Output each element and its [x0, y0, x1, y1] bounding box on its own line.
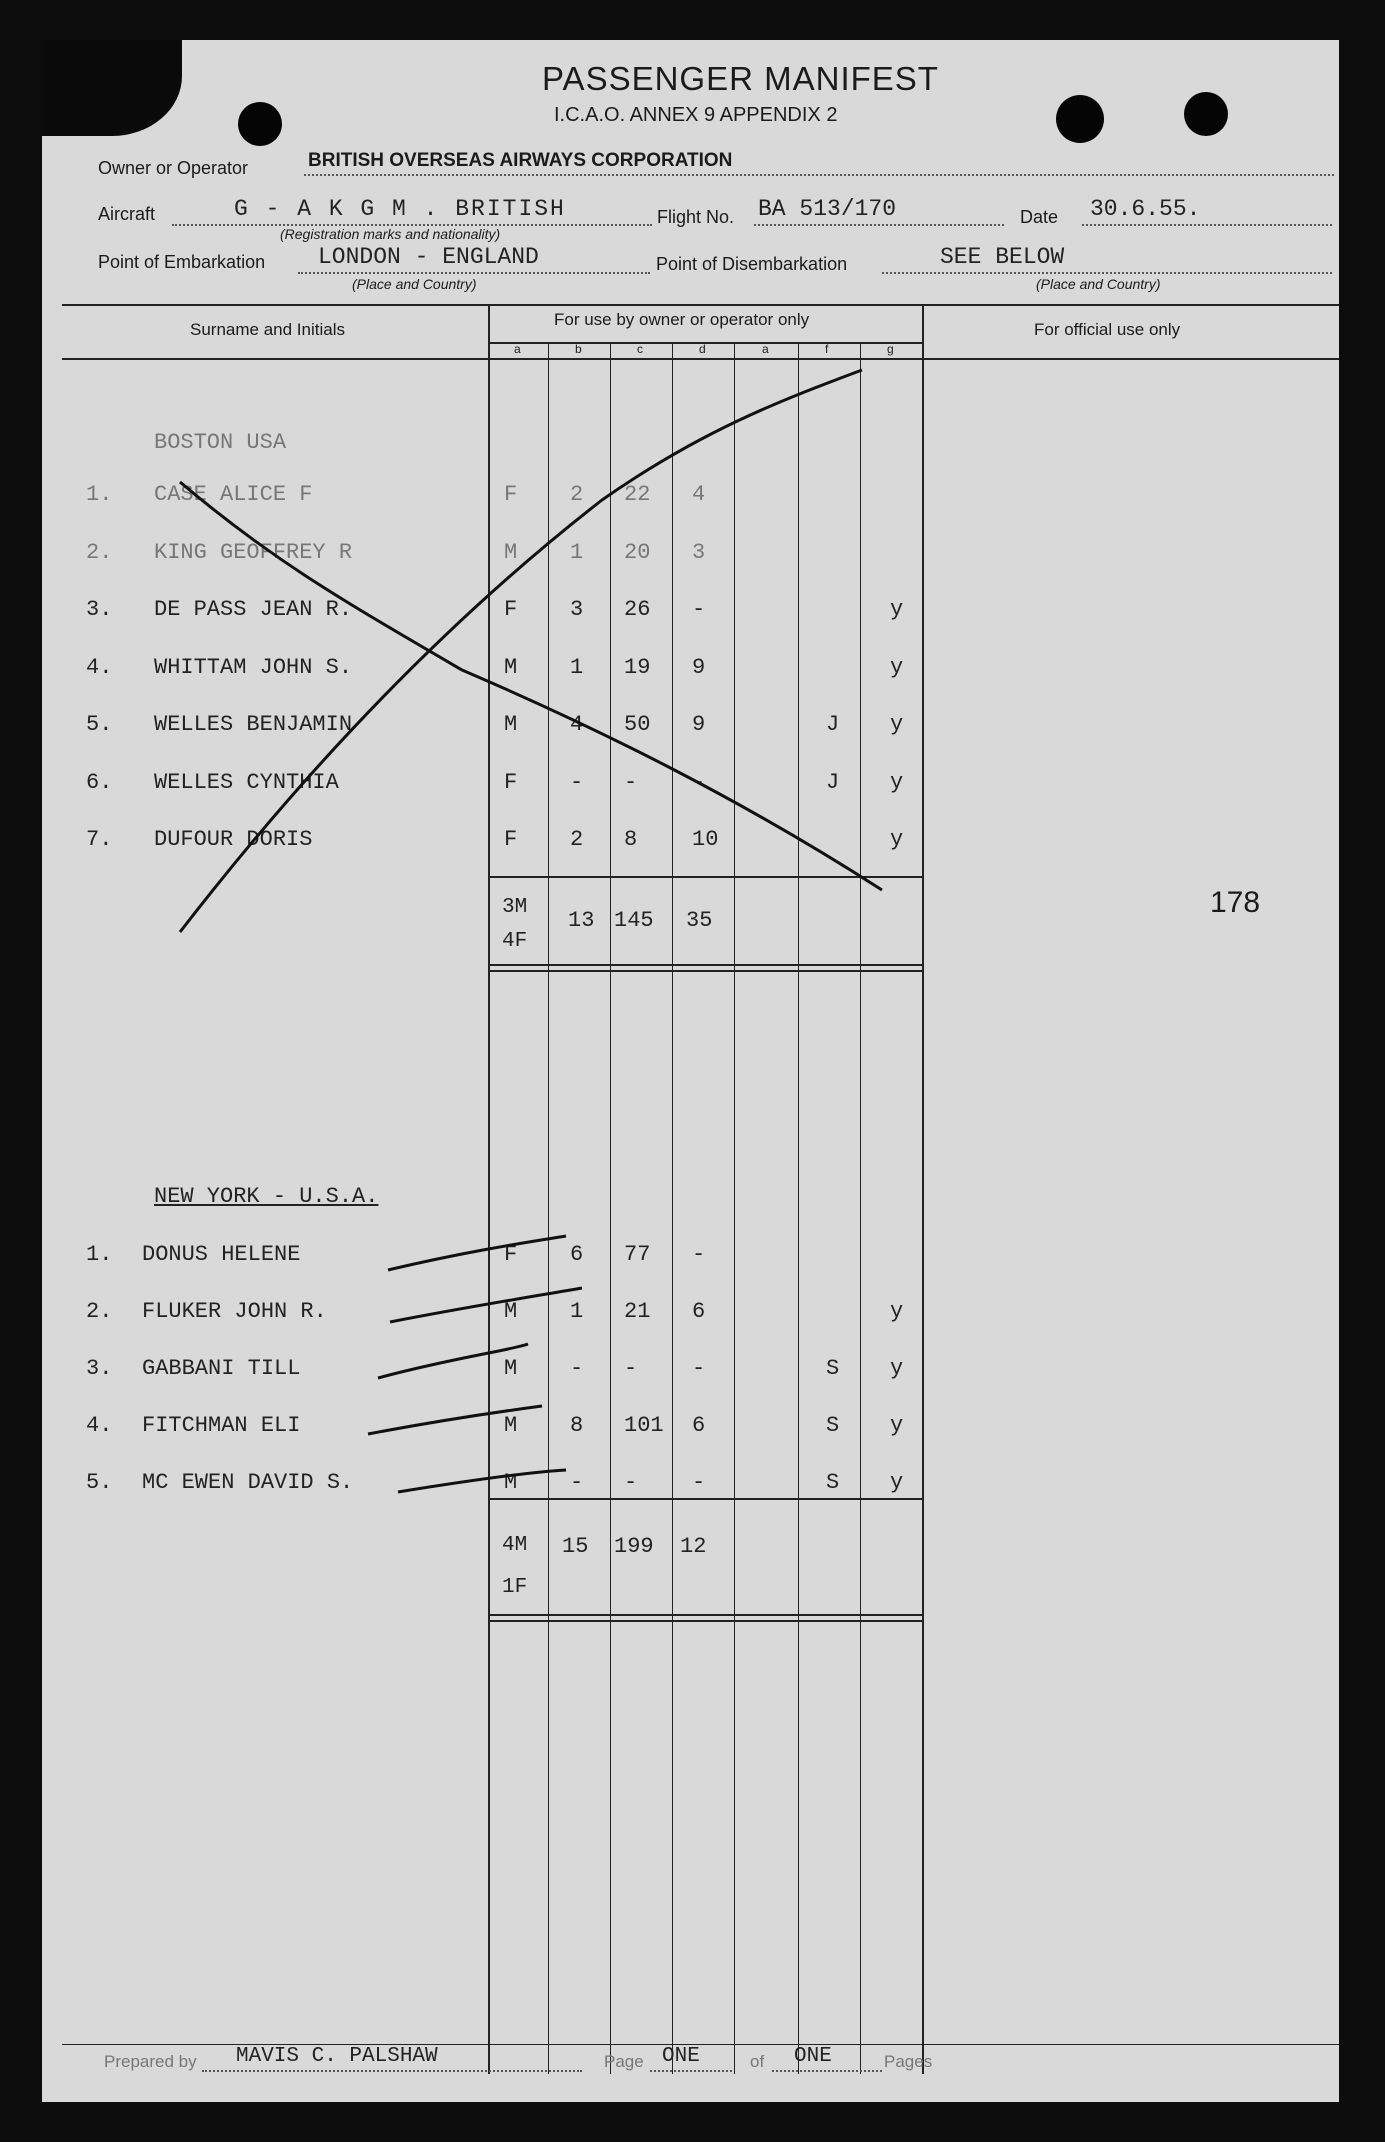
- group2-total-c: 199: [614, 1534, 654, 1559]
- row-number: 1.: [86, 1242, 113, 1267]
- row-cell-d: -: [692, 1356, 706, 1381]
- aircraft-note: (Registration marks and nationality): [280, 226, 501, 242]
- embark-note: (Place and Country): [352, 276, 477, 292]
- row-cell-b: 3: [570, 597, 584, 622]
- passenger-name: FITCHMAN ELI: [142, 1413, 301, 1438]
- row-cell-d: 4: [692, 482, 706, 507]
- subcol-letter: a: [514, 342, 521, 356]
- row-cell-a: F: [504, 482, 518, 507]
- row-cell-c: -: [624, 1470, 638, 1495]
- row-cell-c: 101: [624, 1413, 664, 1438]
- row-cell-b: 1: [570, 1299, 584, 1324]
- row-cell-d: 6: [692, 1299, 706, 1324]
- passenger-name: CASE ALICE F: [154, 482, 313, 507]
- disembark-value: SEE BELOW: [940, 244, 1065, 270]
- official-note: 178: [1210, 886, 1261, 919]
- group-heading-new-york: NEW YORK - U.S.A.: [154, 1184, 379, 1209]
- owner-label: Owner or Operator: [98, 158, 249, 178]
- disembark-note: (Place and Country): [1036, 276, 1161, 292]
- subcol-letter: b: [575, 342, 582, 356]
- group1-total-d: 35: [686, 908, 713, 933]
- row-number: 2.: [86, 1299, 113, 1324]
- of-value: ONE: [794, 2045, 832, 2068]
- row-cell-b: -: [570, 1470, 584, 1495]
- cancel-cross-stroke-2: [180, 370, 862, 932]
- tick-stroke-2: [390, 1288, 582, 1322]
- group1-total-a2: 4F: [502, 930, 528, 953]
- col-header-name: Surname and Initials: [190, 320, 345, 339]
- tick-stroke-5: [398, 1470, 566, 1492]
- row-cell-f: S: [826, 1356, 840, 1381]
- passenger-name: FLUKER JOHN R.: [142, 1299, 327, 1324]
- row-cell-b: -: [570, 1356, 584, 1381]
- col-header-official: For official use only: [1034, 320, 1181, 339]
- embark-value: LONDON - ENGLAND: [318, 244, 539, 270]
- subcol-letter: d: [699, 342, 706, 356]
- row-cell-b: 1: [570, 654, 584, 680]
- row-cell-g: y: [890, 1356, 904, 1381]
- row-cell-a: M: [504, 1470, 518, 1495]
- row-cell-d: -: [692, 1242, 706, 1267]
- passenger-name: GABBANI TILL: [142, 1356, 301, 1381]
- row-cell-a: F: [504, 597, 518, 622]
- row-cell-g: y: [890, 597, 904, 622]
- manifest-page: [42, 40, 1339, 2102]
- group2-total-d: 12: [680, 1534, 707, 1559]
- row-cell-g: y: [890, 1470, 904, 1495]
- row-cell-a: M: [504, 1413, 518, 1438]
- row-cell-f: S: [826, 1413, 840, 1438]
- row-cell-g: y: [890, 769, 904, 795]
- row-cell-a: M: [504, 1299, 518, 1324]
- row-cell-d: 6: [692, 1413, 706, 1438]
- row-number: 6.: [86, 769, 113, 795]
- row-cell-b: -: [570, 769, 584, 795]
- pen-strokes: [42, 40, 1339, 2102]
- passenger-name: WELLES BENJAMIN: [154, 712, 353, 737]
- passenger-name: DE PASS JEAN R.: [154, 597, 353, 622]
- pages-label: Pages: [884, 2052, 933, 2071]
- passenger-name: WHITTAM JOHN S.: [154, 654, 353, 680]
- passenger-name: DUFOUR DORIS: [154, 827, 313, 852]
- row-cell-d: -: [692, 597, 706, 622]
- group1-total-b: 13: [568, 908, 595, 933]
- row-cell-g: y: [890, 1299, 904, 1324]
- page-value: ONE: [662, 2045, 700, 2068]
- row-cell-f: J: [826, 769, 840, 795]
- group2-total-a2: 1F: [502, 1576, 528, 1599]
- row-cell-c: -: [624, 1356, 638, 1381]
- row-number: 4.: [86, 1413, 113, 1438]
- row-cell-b: 8: [570, 1413, 584, 1438]
- date-label: Date: [1020, 207, 1059, 227]
- tick-stroke-3: [378, 1344, 528, 1378]
- row-cell-c: 50: [624, 712, 651, 737]
- aircraft-label: Aircraft: [98, 204, 156, 224]
- disembark-label: Point of Disembarkation: [656, 254, 848, 274]
- subcol-letter: g: [887, 342, 894, 356]
- prepared-label: Prepared by: [104, 2052, 197, 2071]
- row-cell-a: F: [504, 769, 518, 795]
- row-cell-g: y: [890, 1413, 904, 1438]
- row-cell-b: 2: [570, 482, 584, 507]
- row-cell-c: 8: [624, 827, 638, 852]
- row-number: 3.: [86, 1356, 113, 1381]
- subcol-letter: c: [637, 342, 643, 356]
- manifest-subtitle: I.C.A.O. ANNEX 9 APPENDIX 2: [554, 104, 838, 126]
- row-cell-b: 2: [570, 827, 584, 852]
- tick-stroke-1: [388, 1236, 566, 1270]
- row-cell-d: 9: [692, 712, 706, 737]
- row-cell-c: 21: [624, 1299, 651, 1324]
- group-heading-boston: BOSTON USA: [154, 430, 287, 455]
- prepared-value: MAVIS C. PALSHAW: [236, 2045, 438, 2068]
- row-cell-c: 19: [624, 654, 651, 680]
- page-label: Page: [604, 2052, 644, 2071]
- owner-value: BRITISH OVERSEAS AIRWAYS CORPORATION: [308, 150, 733, 171]
- row-cell-b: 6: [570, 1242, 584, 1267]
- row-cell-a: F: [504, 827, 518, 852]
- row-cell-c: -: [624, 769, 638, 795]
- manifest-title: PASSENGER MANIFEST: [542, 60, 939, 97]
- flight-label: Flight No.: [657, 207, 735, 227]
- col-header-operator: For use by owner or operator only: [554, 310, 810, 329]
- row-cell-b: 1: [570, 539, 584, 565]
- row-cell-d: 10: [692, 827, 719, 852]
- row-cell-a: M: [504, 654, 518, 680]
- row-number: 3.: [86, 597, 113, 622]
- passenger-name: KING GEOFFREY R: [154, 539, 353, 565]
- cancel-cross-stroke-1: [180, 482, 882, 890]
- group2-total-a1: 4M: [502, 1534, 528, 1557]
- row-cell-d: -: [692, 1470, 706, 1495]
- group1-total-c: 145: [614, 908, 654, 933]
- group2-total-b: 15: [562, 1534, 589, 1559]
- row-cell-c: 26: [624, 597, 651, 622]
- passenger-name: DONUS HELENE: [142, 1242, 301, 1267]
- of-label: of: [750, 2052, 765, 2071]
- flight-value: BA 513/170: [758, 196, 897, 222]
- row-cell-a: M: [504, 1356, 518, 1381]
- row-cell-b: 4: [570, 712, 584, 737]
- subcol-letter: f: [825, 342, 829, 356]
- date-value: 30.6.55.: [1090, 196, 1201, 222]
- row-cell-g: y: [890, 712, 904, 737]
- row-number: 1.: [86, 482, 113, 507]
- row-cell-f: J: [826, 712, 840, 737]
- row-cell-g: y: [890, 827, 904, 852]
- row-cell-c: 77: [624, 1242, 651, 1267]
- row-number: 7.: [86, 827, 113, 852]
- tick-stroke-4: [368, 1406, 542, 1434]
- subcol-letter: a: [762, 342, 769, 356]
- row-number: 2.: [86, 539, 113, 565]
- row-number: 4.: [86, 654, 113, 680]
- row-cell-a: M: [504, 712, 518, 737]
- row-cell-d: -: [692, 769, 706, 795]
- row-number: 5.: [86, 1470, 113, 1495]
- group1-total-a1: 3M: [502, 896, 528, 919]
- passenger-name: WELLES CYNTHIA: [154, 769, 339, 795]
- row-cell-a: F: [504, 1242, 518, 1267]
- embark-label: Point of Embarkation: [98, 252, 266, 272]
- row-cell-c: 22: [624, 482, 651, 507]
- row-number: 5.: [86, 712, 113, 737]
- row-cell-f: S: [826, 1470, 840, 1495]
- row-cell-c: 20: [624, 539, 651, 565]
- row-cell-d: 3: [692, 539, 706, 565]
- row-cell-d: 9: [692, 654, 706, 680]
- aircraft-value: G - A K G M . BRITISH: [234, 196, 566, 222]
- row-cell-a: M: [504, 539, 518, 565]
- passenger-name: MC EWEN DAVID S.: [142, 1470, 354, 1495]
- row-cell-g: y: [890, 654, 904, 680]
